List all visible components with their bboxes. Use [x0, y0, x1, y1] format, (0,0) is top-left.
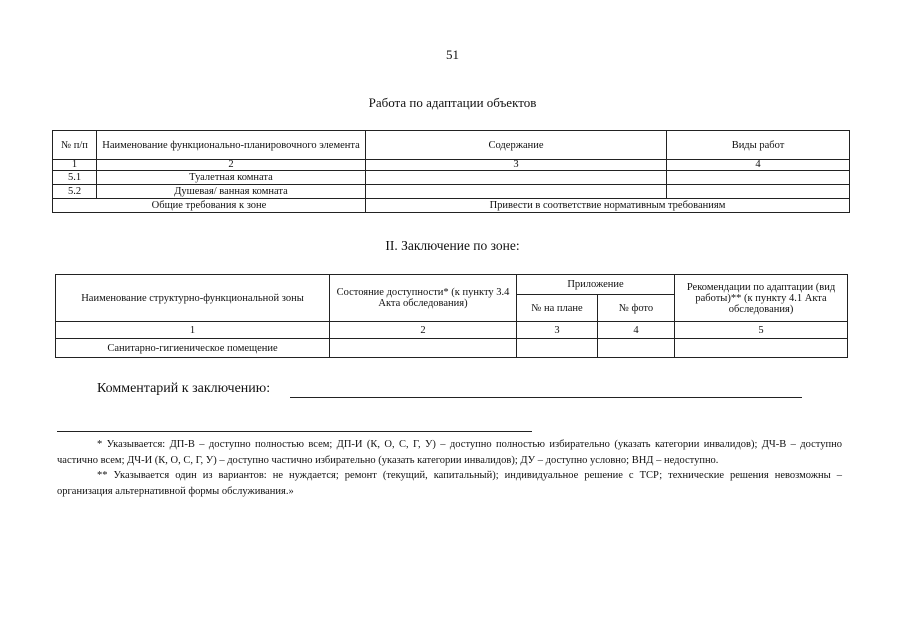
table-row	[53, 185, 850, 199]
table-header-row	[53, 131, 850, 160]
row-content-cell[interactable]	[366, 171, 667, 185]
row-works-cell[interactable]	[667, 171, 850, 185]
section-title-conclusion: II. Заключение по зоне:	[385, 238, 520, 253]
header-content: Содержание	[366, 131, 667, 160]
row-element-name: Душевая/ ванная комната	[97, 185, 366, 199]
row-content-cell[interactable]	[366, 185, 667, 199]
footnote-recommendations: ** Указывается один из вариантов: не нуждается; ремонт (текущий, капитальный); индивидуальное решение с ТСР; технические решения невозможны – организация альтернативной формы обслуживания.»	[57, 470, 842, 497]
footnotes	[57, 437, 842, 499]
column-number: 3	[517, 322, 598, 339]
row-num: 5.1	[53, 171, 97, 185]
row-num: 5.2	[53, 185, 97, 199]
column-number: 5	[675, 322, 848, 339]
header-num: № п/п	[53, 131, 97, 160]
section-title-adaptation: Работа по адаптации объектов	[368, 95, 537, 110]
row-zone-name: Санитарно-гигиеническое помещение	[56, 339, 330, 358]
column-number: 3	[366, 160, 667, 171]
footnote-accessibility: * Указывается: ДП-В – доступно полностью всем; ДП-И (К, О, С, Г, У) – доступно полностью избирательно (указать категории инвалидов); ДЧ-В – доступно частично всем; ДЧ-И (К, О, С, Г, У) – доступно частично избирательно (указать категории инвалидов); ДУ – доступно условно; ВНД – недоступно.	[57, 439, 842, 466]
adaptation-table	[52, 130, 850, 213]
header-zone-name: Наименование структурно-функциональной зоны	[56, 275, 330, 322]
row-plan-cell[interactable]	[517, 339, 598, 358]
general-requirements-value: Привести в соответствие нормативным требованиям	[366, 199, 850, 213]
header-recommendations: Рекомендации по адаптации (вид работы)** (к пункту 4.1 Акта обследования)	[675, 275, 848, 322]
header-accessibility-status: Состояние доступности* (к пункту 3.4 Акта обследования)	[330, 275, 517, 322]
comment-label: Комментарий к заключению:	[97, 381, 271, 396]
row-recommend-cell[interactable]	[675, 339, 848, 358]
header-works: Виды работ	[667, 131, 850, 160]
footnote-divider	[57, 431, 532, 432]
page-number: 51	[446, 47, 459, 62]
row-status-cell[interactable]	[330, 339, 517, 358]
row-works-cell[interactable]	[667, 185, 850, 199]
general-requirements-row	[53, 199, 850, 213]
column-number: 1	[53, 160, 97, 171]
column-number: 2	[97, 160, 366, 171]
column-number: 2	[330, 322, 517, 339]
column-number: 4	[598, 322, 675, 339]
column-number-row	[53, 160, 850, 171]
column-number-row	[56, 322, 848, 339]
header-plan-number: № на плане	[517, 295, 598, 322]
column-number: 4	[667, 160, 850, 171]
header-element-name: Наименование функционально-планировочного элемента	[97, 131, 366, 160]
column-number: 1	[56, 322, 330, 339]
conclusion-table	[55, 274, 848, 358]
general-requirements-label: Общие требования к зоне	[53, 199, 366, 213]
table-row	[56, 339, 848, 358]
table-header-row	[56, 275, 848, 295]
header-photo-number: № фото	[598, 295, 675, 322]
row-element-name: Туалетная комната	[97, 171, 366, 185]
comment-input-line[interactable]	[290, 397, 802, 398]
header-appendix: Приложение	[517, 275, 675, 295]
table-row	[53, 171, 850, 185]
row-photo-cell[interactable]	[598, 339, 675, 358]
